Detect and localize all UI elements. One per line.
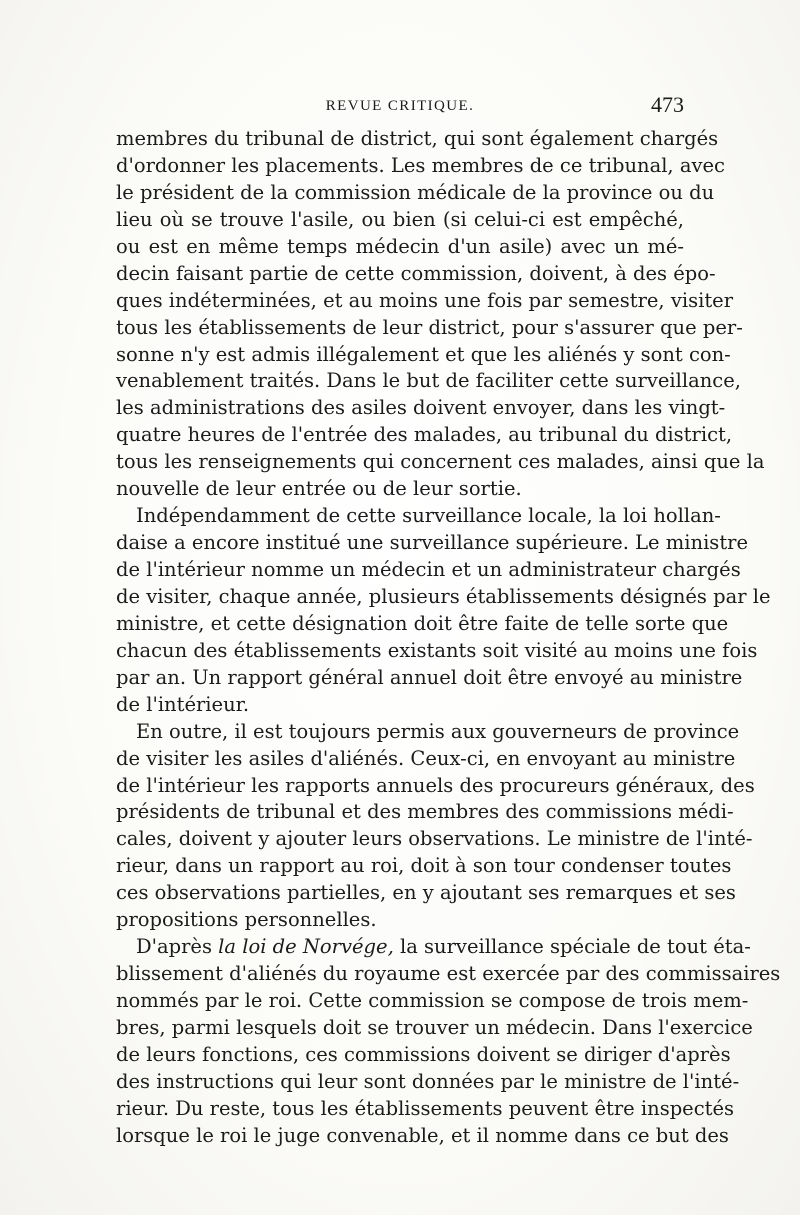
text-line: lorsque le roi le juge convenable, et il nomme dans ce but des [116,1123,729,1147]
text-line: ces observations partielles, en y ajoutant ses remarques et ses [116,881,736,905]
text-line: membres du tribunal de district, qui sont également chargés [116,127,719,150]
text-line: sonne n'y est admis illégalement et que les aliénés y sont con- [116,342,731,366]
text-line: ministre, et cette désignation doit être faite de telle sorte que [116,611,729,635]
text-line: blissement d'aliénés du royaume est exercée par des commissaires [116,962,781,986]
text-line: bres, parmi lesquels doit se trouver un médecin. Dans l'exercice [116,1015,753,1039]
text-line: de leurs fonctions, ces commissions doivent se diriger d'après [116,1042,731,1066]
running-head [116,92,684,122]
text-line: decin faisant partie de cette commission, doivent, à des épo- [116,261,716,285]
text-line: nouvelle de leur entrée ou de leur sortie. [116,477,522,501]
text-line: de l'intérieur nomme un médecin et un administrateur chargés [116,558,741,581]
text-line: d'ordonner les placements. Les membres de ce tribunal, avec [116,153,725,177]
text-line: chacun des établissements existants soit visité au moins une fois [116,638,758,662]
text-line: les administrations des asiles doivent envoyer, dans les vingt- [116,396,726,420]
text-line: tous les renseignements qui concernent ces malades, ainsi que la [116,450,765,474]
text-line: des instructions qui leur sont données par le ministre de l'inté- [116,1069,740,1093]
text-line: ques indéterminées, et au moins une fois par semestre, visiter [116,288,734,312]
text-line: quatre heures de l'entrée des malades, au tribunal du district, [116,423,733,447]
text-line: propositions personnelles. [116,908,377,932]
text-line: ou est en même temps médecin d'un asile) avec un mé- [116,234,684,258]
text-line: tous les établissements de leur district, pour s'assurer que per- [116,315,743,339]
text-line: de visiter, chaque année, plusieurs établissements désignés par le [116,584,771,608]
text-line: cales, doivent y ajouter leurs observations. Le ministre de l'inté- [116,827,753,851]
paragraph-start-norway [116,934,751,961]
paragraph-start: Indépendamment de cette surveillance locale, la loi hollan- [136,504,721,528]
text-line: lieu où se trouve l'asile, ou bien (si celui-ci est empêché, [116,207,684,231]
norway-before: D'après [136,935,219,959]
norway-after: la surveillance spéciale de tout éta- [393,935,751,959]
page-number: 473 [651,92,684,117]
text-line: présidents de tribunal et des membres des commissions médi- [116,800,734,824]
text-line: daise a encore institué une surveillance supérieure. Le ministre [116,531,749,555]
norway-law-title: la loi de Norvége, [218,935,394,959]
text-line: venablement traités. Dans le but de faciliter cette surveillance, [116,369,741,393]
running-title: REVUE CRITIQUE. [325,98,475,114]
paragraph-start: En outre, il est toujours permis aux gouverneurs de province [136,719,740,743]
text-line: nommés par le roi. Cette commission se compose de trois mem- [116,989,749,1012]
text-line: rieur. Du reste, tous les établissements peuvent être inspectés [116,1096,735,1120]
text-line: rieur, dans un rapport au roi, doit à son tour condenser toutes [116,854,732,878]
text-line: de l'intérieur. [116,692,250,716]
text-line: de visiter les asiles d'aliénés. Ceux-ci, en envoyant au ministre [116,746,736,770]
text-line: le président de la commission médicale de la province ou du [116,180,715,204]
text-line: par an. Un rapport général annuel doit être envoyé au ministre [116,665,743,689]
text-line: de l'intérieur les rapports annuels des procureurs généraux, des [116,773,755,797]
body-text [116,126,781,1150]
